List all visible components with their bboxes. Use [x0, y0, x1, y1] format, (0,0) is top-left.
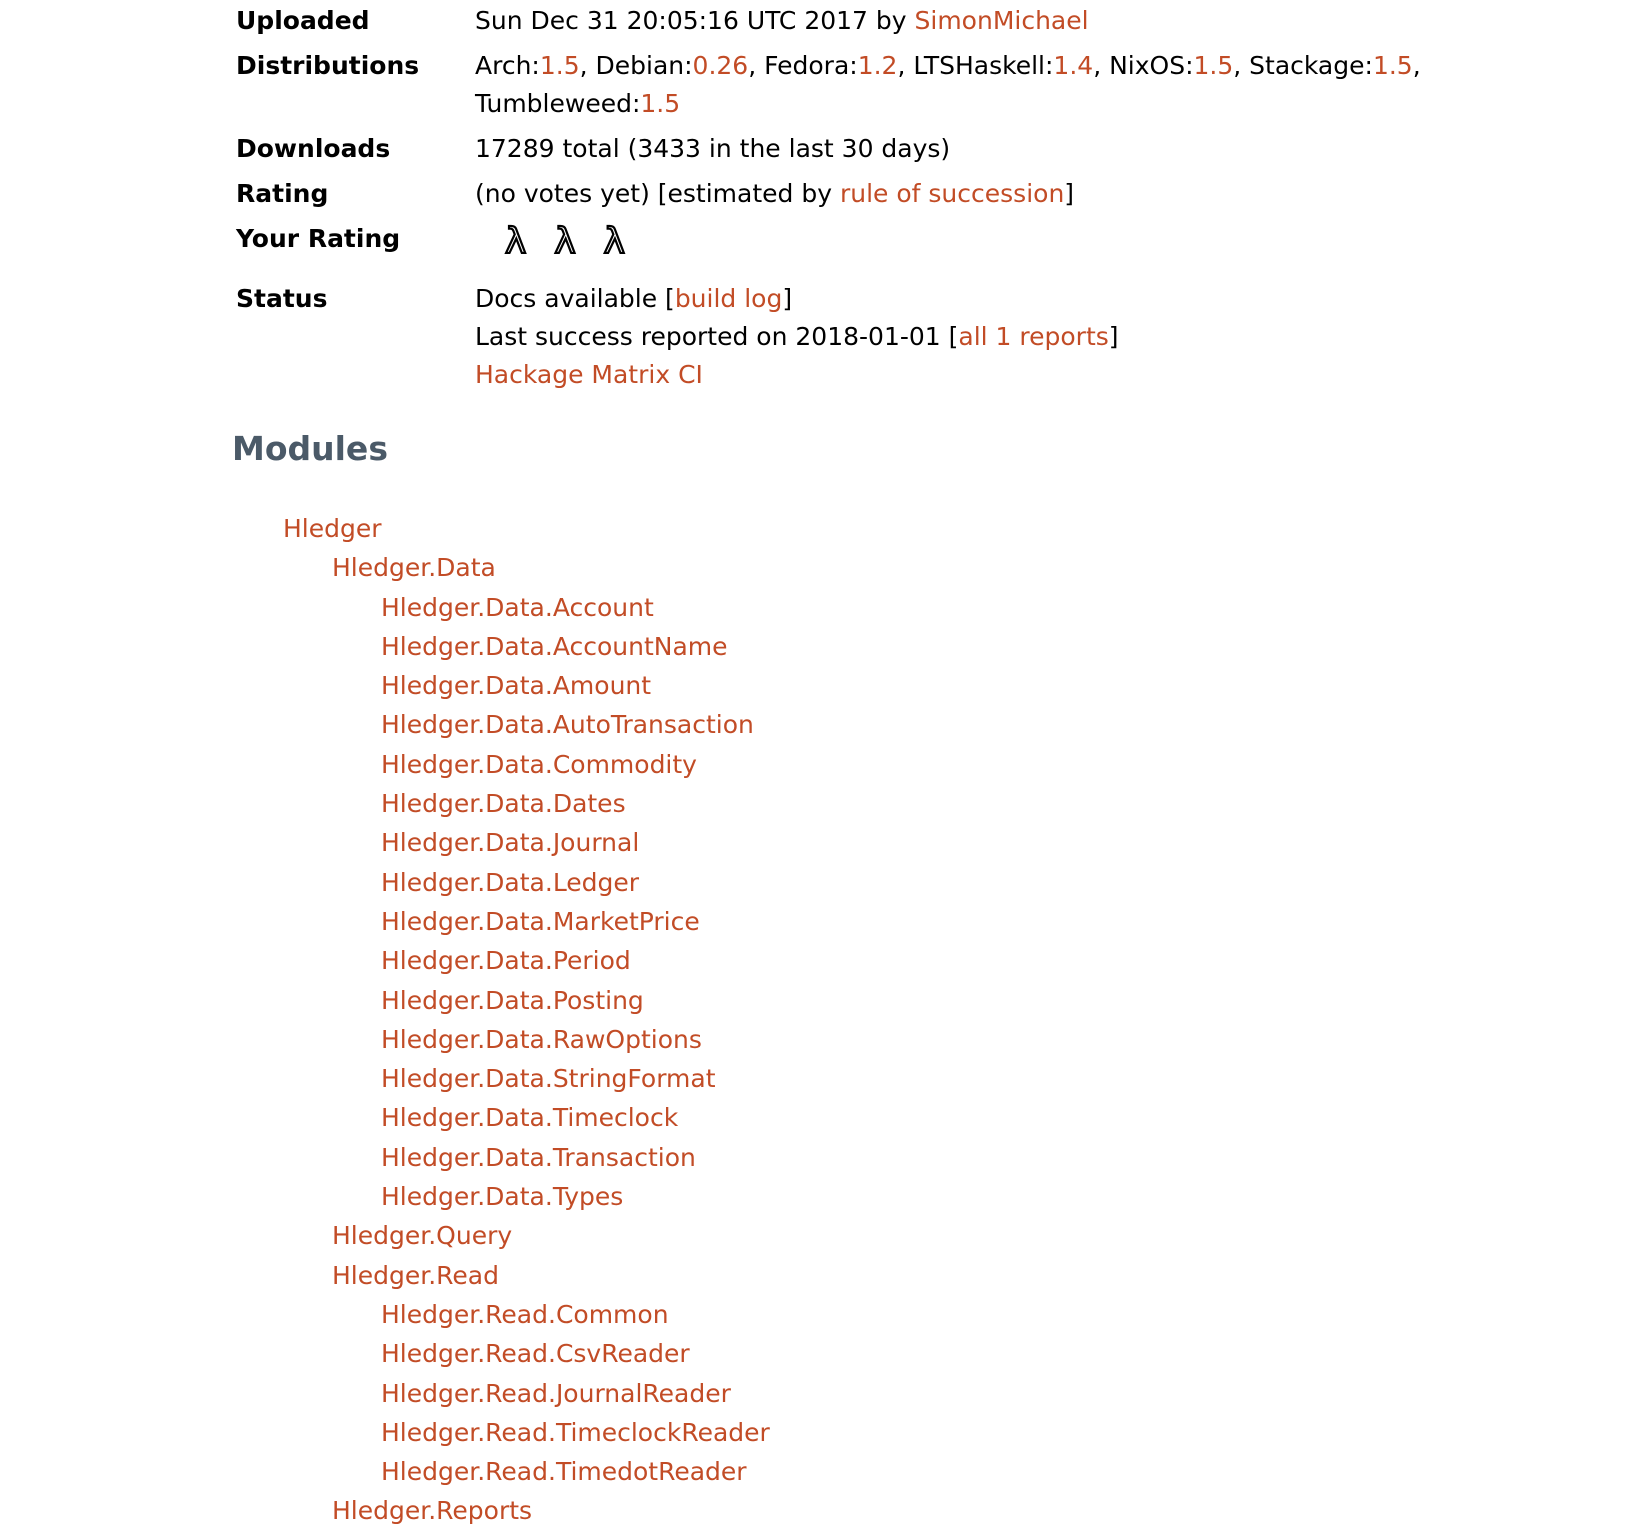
module-row	[236, 863, 1639, 902]
your-rating-label: Your Rating	[236, 224, 401, 253]
status-line-matrix	[475, 356, 1567, 394]
module-link[interactable]: Hledger.Data.Journal	[381, 828, 640, 858]
module-link[interactable]: Hledger.Data.Timeclock	[381, 1103, 679, 1133]
uploaded-value	[475, 2, 1567, 47]
distribution-version-link[interactable]: 1.5	[1193, 51, 1234, 80]
module-row	[236, 902, 1639, 941]
hackage-matrix-ci-link[interactable]: Hackage Matrix CI	[475, 360, 703, 389]
status-success-prefix: Last success reported on 2018-01-01 [	[475, 322, 959, 351]
module-row	[236, 745, 1639, 784]
distribution-version-link[interactable]: 1.2	[857, 51, 898, 80]
distribution-text: ,	[1412, 51, 1421, 80]
module-row	[236, 509, 1639, 548]
module-link[interactable]: Hledger.Data.Posting	[381, 985, 644, 1015]
your-rating-value	[475, 220, 1567, 280]
module-link[interactable]: Hledger.Data.RawOptions	[381, 1024, 702, 1054]
module-link[interactable]: Hledger.Data.MarketPrice	[381, 906, 700, 936]
module-row	[236, 823, 1639, 862]
module-link[interactable]: Hledger.Read.Common	[381, 1299, 669, 1329]
distribution-version-link[interactable]: 1.5	[640, 89, 681, 118]
distribution-version-link[interactable]: 1.5	[539, 51, 580, 80]
rule-of-succession-link[interactable]: rule of succession	[839, 179, 1065, 208]
module-row	[236, 627, 1639, 666]
status-docs-prefix: Docs available [	[475, 284, 675, 313]
module-link[interactable]: Hledger.Data.Period	[381, 946, 631, 976]
all-reports-link[interactable]: all 1 reports	[958, 322, 1109, 351]
module-link[interactable]: Hledger.Read.CsvReader	[381, 1339, 690, 1369]
rating-lambda-icon-3[interactable]: λ	[603, 221, 625, 262]
rating-row	[236, 175, 1567, 220]
module-link[interactable]: Hledger.Data.Amount	[381, 671, 652, 701]
distribution-text: , Debian:	[579, 51, 693, 80]
status-value	[475, 280, 1567, 401]
distributions-label: Distributions	[236, 51, 420, 80]
module-row	[236, 1413, 1639, 1452]
module-list	[236, 509, 1639, 1531]
module-link[interactable]: Hledger.Read.TimedotReader	[381, 1457, 747, 1487]
module-row	[236, 1334, 1639, 1373]
module-link[interactable]: Hledger.Query	[332, 1221, 513, 1251]
module-row	[236, 1216, 1639, 1255]
downloads-row	[236, 130, 1567, 175]
module-row	[236, 1491, 1639, 1530]
module-link[interactable]: Hledger.Data.Account	[381, 592, 654, 622]
downloads-value: 17289 total (3433 in the last 30 days)	[475, 134, 951, 163]
module-link[interactable]: Hledger.Reports	[332, 1496, 533, 1526]
rating-text-suffix: ]	[1064, 179, 1075, 208]
uploaded-row	[236, 2, 1567, 47]
module-row	[236, 666, 1639, 705]
module-link[interactable]: Hledger.Data.AccountName	[381, 631, 728, 661]
module-link[interactable]: Hledger.Read.TimeclockReader	[381, 1417, 770, 1447]
rating-label: Rating	[236, 179, 329, 208]
distribution-text: , Stackage:	[1233, 51, 1373, 80]
rating-lambda-icon-2[interactable]: λ	[554, 221, 576, 262]
module-link[interactable]: Hledger.Data.Dates	[381, 789, 626, 819]
uploaded-label: Uploaded	[236, 6, 370, 35]
module-row	[236, 1452, 1639, 1491]
module-row	[236, 588, 1639, 627]
status-docs-suffix: ]	[782, 284, 793, 313]
status-line-success	[475, 318, 1567, 356]
distribution-version-link[interactable]: 1.4	[1053, 51, 1094, 80]
module-row	[236, 1020, 1639, 1059]
your-rating-row	[236, 220, 1567, 280]
module-row	[236, 1138, 1639, 1177]
module-row	[236, 1059, 1639, 1098]
package-properties-table	[236, 2, 1567, 401]
module-link[interactable]: Hledger.Read.JournalReader	[381, 1378, 731, 1408]
module-row	[236, 1295, 1639, 1334]
build-log-link[interactable]: build log	[674, 284, 783, 313]
status-label: Status	[236, 284, 328, 313]
status-row	[236, 280, 1567, 401]
distributions-value	[475, 47, 1567, 130]
module-row	[236, 1256, 1639, 1295]
distribution-text: , LTSHaskell:	[897, 51, 1054, 80]
downloads-label: Downloads	[236, 134, 391, 163]
distribution-version-link[interactable]: 1.5	[1372, 51, 1413, 80]
distribution-text: , Fedora:	[748, 51, 858, 80]
module-link[interactable]: Hledger.Data.Commodity	[381, 749, 697, 779]
uploader-link[interactable]: SimonMichael	[914, 6, 1089, 35]
rating-value	[475, 175, 1567, 220]
distribution-version-link[interactable]: 0.26	[692, 51, 749, 80]
rating-lambda-icon-1[interactable]: λ	[505, 221, 527, 262]
distributions-row	[236, 47, 1567, 130]
distribution-text: Arch:	[475, 51, 540, 80]
module-link[interactable]: Hledger.Data.StringFormat	[381, 1064, 716, 1094]
uploaded-text: Sun Dec 31 20:05:16 UTC 2017 by	[475, 6, 915, 35]
module-row	[236, 941, 1639, 980]
module-link[interactable]: Hledger.Read	[332, 1260, 499, 1290]
rating-lambda-group	[475, 221, 651, 262]
module-row	[236, 981, 1639, 1020]
modules-heading: Modules	[232, 429, 388, 468]
module-link[interactable]: Hledger.Data	[332, 553, 496, 583]
module-row	[236, 548, 1639, 587]
module-row	[236, 784, 1639, 823]
distribution-text: Tumbleweed:	[475, 89, 641, 118]
distribution-text: , NixOS:	[1093, 51, 1194, 80]
status-line-docs	[475, 280, 1567, 318]
module-link[interactable]: Hledger	[283, 514, 382, 543]
module-link[interactable]: Hledger.Data.Ledger	[381, 867, 640, 897]
rating-text-prefix: (no votes yet) [estimated by	[475, 179, 840, 208]
module-link[interactable]: Hledger.Data.AutoTransaction	[381, 710, 754, 740]
module-row	[236, 1098, 1639, 1137]
module-link[interactable]: Hledger.Data.Transaction	[381, 1142, 696, 1172]
module-row	[236, 705, 1639, 744]
status-success-suffix: ]	[1108, 322, 1119, 351]
module-row	[236, 1374, 1639, 1413]
module-link[interactable]: Hledger.Data.Types	[381, 1182, 624, 1212]
module-row	[236, 1177, 1639, 1216]
